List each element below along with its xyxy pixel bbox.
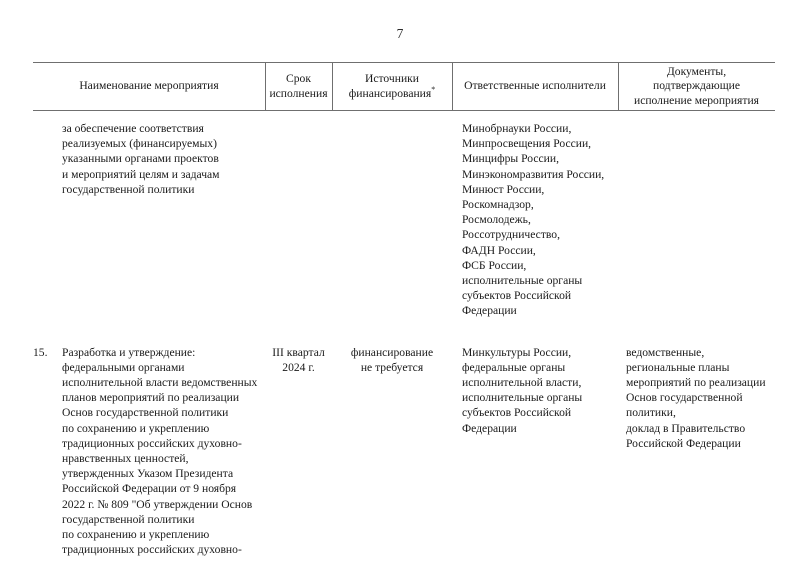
- funding-line: финансирование: [350, 345, 434, 359]
- cell-responsible-executors: [452, 335, 618, 436]
- executor-line: Россотрудничество,: [462, 228, 560, 242]
- deadline-line: III квартал: [272, 345, 325, 359]
- executor-line: Роскомнадзор,: [462, 198, 534, 212]
- activity-name-line: по сохранению и укреплению: [62, 421, 210, 435]
- document-line: ведомственные,: [626, 345, 705, 359]
- executor-line: Минцифры России,: [462, 152, 559, 166]
- document-line: региональные планы: [626, 360, 730, 374]
- column-header-deadline-line-2: исполнения: [269, 86, 328, 100]
- table-header-row: [33, 62, 775, 111]
- table-row: [33, 335, 775, 558]
- executor-line: Федерации: [462, 304, 517, 318]
- executor-line: Минэкономразвития России,: [462, 167, 605, 181]
- activity-name-line: федеральными органами: [62, 360, 185, 374]
- executor-line: ФСБ России,: [462, 258, 527, 272]
- activity-name-line: планов мероприятий по реализации: [62, 391, 240, 405]
- column-header-name: [33, 79, 265, 93]
- document-line: доклад в Правительство: [626, 421, 746, 435]
- executor-line: федеральные органы: [462, 360, 566, 374]
- column-header-executors-label: Ответственные исполнители: [464, 79, 606, 93]
- activity-name-text: [62, 121, 265, 197]
- activity-name-line: государственной политики: [62, 512, 195, 526]
- page-number: 7: [396, 26, 404, 41]
- column-header-executors: [452, 79, 618, 93]
- document-line: Российской Федерации: [626, 436, 741, 450]
- activity-name-line: Основ государственной политики: [62, 406, 229, 420]
- column-header-documents-line-2: подтверждающие: [653, 79, 740, 93]
- activity-name-line: по сохранению и укреплению: [62, 528, 210, 542]
- column-header-documents-line-3: исполнение мероприятия: [633, 93, 759, 107]
- activities-table: [33, 62, 775, 557]
- activity-name-line: Российской Федерации от 9 ноября: [62, 482, 237, 496]
- executor-line: Минобрнауки России,: [462, 122, 572, 135]
- executor-line: исполнительные органы: [462, 274, 583, 288]
- activity-name-line: исполнительной власти ведомственных: [62, 376, 258, 390]
- funding-footnote-marker: *: [431, 84, 436, 94]
- column-header-funding: [332, 72, 452, 100]
- column-header-documents-line-1: Документы,: [666, 65, 727, 79]
- deadline-line: 2024 г.: [282, 360, 315, 374]
- column-header-funding-line-2-text: финансирования: [348, 86, 432, 100]
- column-header-name-label: Наименование мероприятия: [79, 79, 219, 93]
- cell-deadline: [265, 335, 332, 375]
- executor-line: Росмолодежь,: [462, 213, 531, 227]
- cell-confirming-documents: [618, 335, 775, 451]
- column-header-funding-line-2: [336, 84, 448, 101]
- activity-name-line: государственной политики: [62, 182, 195, 196]
- table-body: [33, 111, 775, 557]
- cell-deadline: [265, 111, 332, 121]
- funding-line: не требуется: [360, 360, 424, 374]
- cell-funding-source: [332, 335, 452, 375]
- cell-activity-name: [33, 111, 265, 197]
- executor-line: Минпросвещения России,: [462, 137, 592, 151]
- column-header-funding-line-1: Источники: [364, 72, 419, 86]
- cell-activity-name: [33, 335, 265, 558]
- activity-name-line: реализуемых (финансируемых): [62, 137, 217, 151]
- activity-name-line: за обеспечение соответствия: [62, 122, 204, 135]
- column-header-documents: [618, 65, 775, 108]
- header-divider-4: [618, 63, 619, 110]
- activity-name-line: традиционных российских духовно-: [62, 543, 242, 557]
- header-divider-1: [265, 63, 266, 110]
- document-line: мероприятий по реализации: [626, 376, 766, 390]
- activity-name-line: Разработка и утверждение:: [62, 345, 196, 359]
- executor-line: субъектов Российской: [462, 289, 572, 303]
- executor-line: Федерации: [462, 421, 517, 435]
- activity-name-line: указанными органами проектов: [62, 152, 219, 166]
- document-line: Основ государственной: [626, 391, 743, 405]
- executor-line: ФАДН России,: [462, 243, 536, 257]
- table-row: [33, 111, 775, 319]
- executor-line: Минкультуры России,: [462, 345, 572, 359]
- executor-line: субъектов Российской: [462, 406, 572, 420]
- header-divider-2: [332, 63, 333, 110]
- column-header-deadline: [265, 72, 332, 100]
- column-header-deadline-line-1: Срок: [286, 72, 311, 86]
- activity-name-line: 2022 г. № 809 "Об утверждении Основ: [62, 497, 253, 511]
- activity-name-line: утвержденных Указом Президента: [62, 467, 234, 481]
- row-number: [33, 121, 62, 197]
- activity-name-text: [62, 345, 265, 558]
- executor-line: исполнительные органы: [462, 391, 583, 405]
- header-divider-3: [452, 63, 453, 110]
- cell-funding-source: [332, 111, 452, 121]
- cell-responsible-executors: [452, 111, 618, 319]
- executor-line: Минюст России,: [462, 182, 545, 196]
- document-line: политики,: [626, 406, 676, 420]
- cell-confirming-documents: [618, 111, 775, 121]
- executor-line: исполнительной власти,: [462, 376, 582, 390]
- row-number: 15.: [33, 345, 48, 359]
- activity-name-line: нравственных ценностей,: [62, 452, 189, 466]
- activity-name-line: и мероприятий целям и задачам: [62, 167, 220, 181]
- activity-name-line: традиционных российских духовно-: [62, 436, 242, 450]
